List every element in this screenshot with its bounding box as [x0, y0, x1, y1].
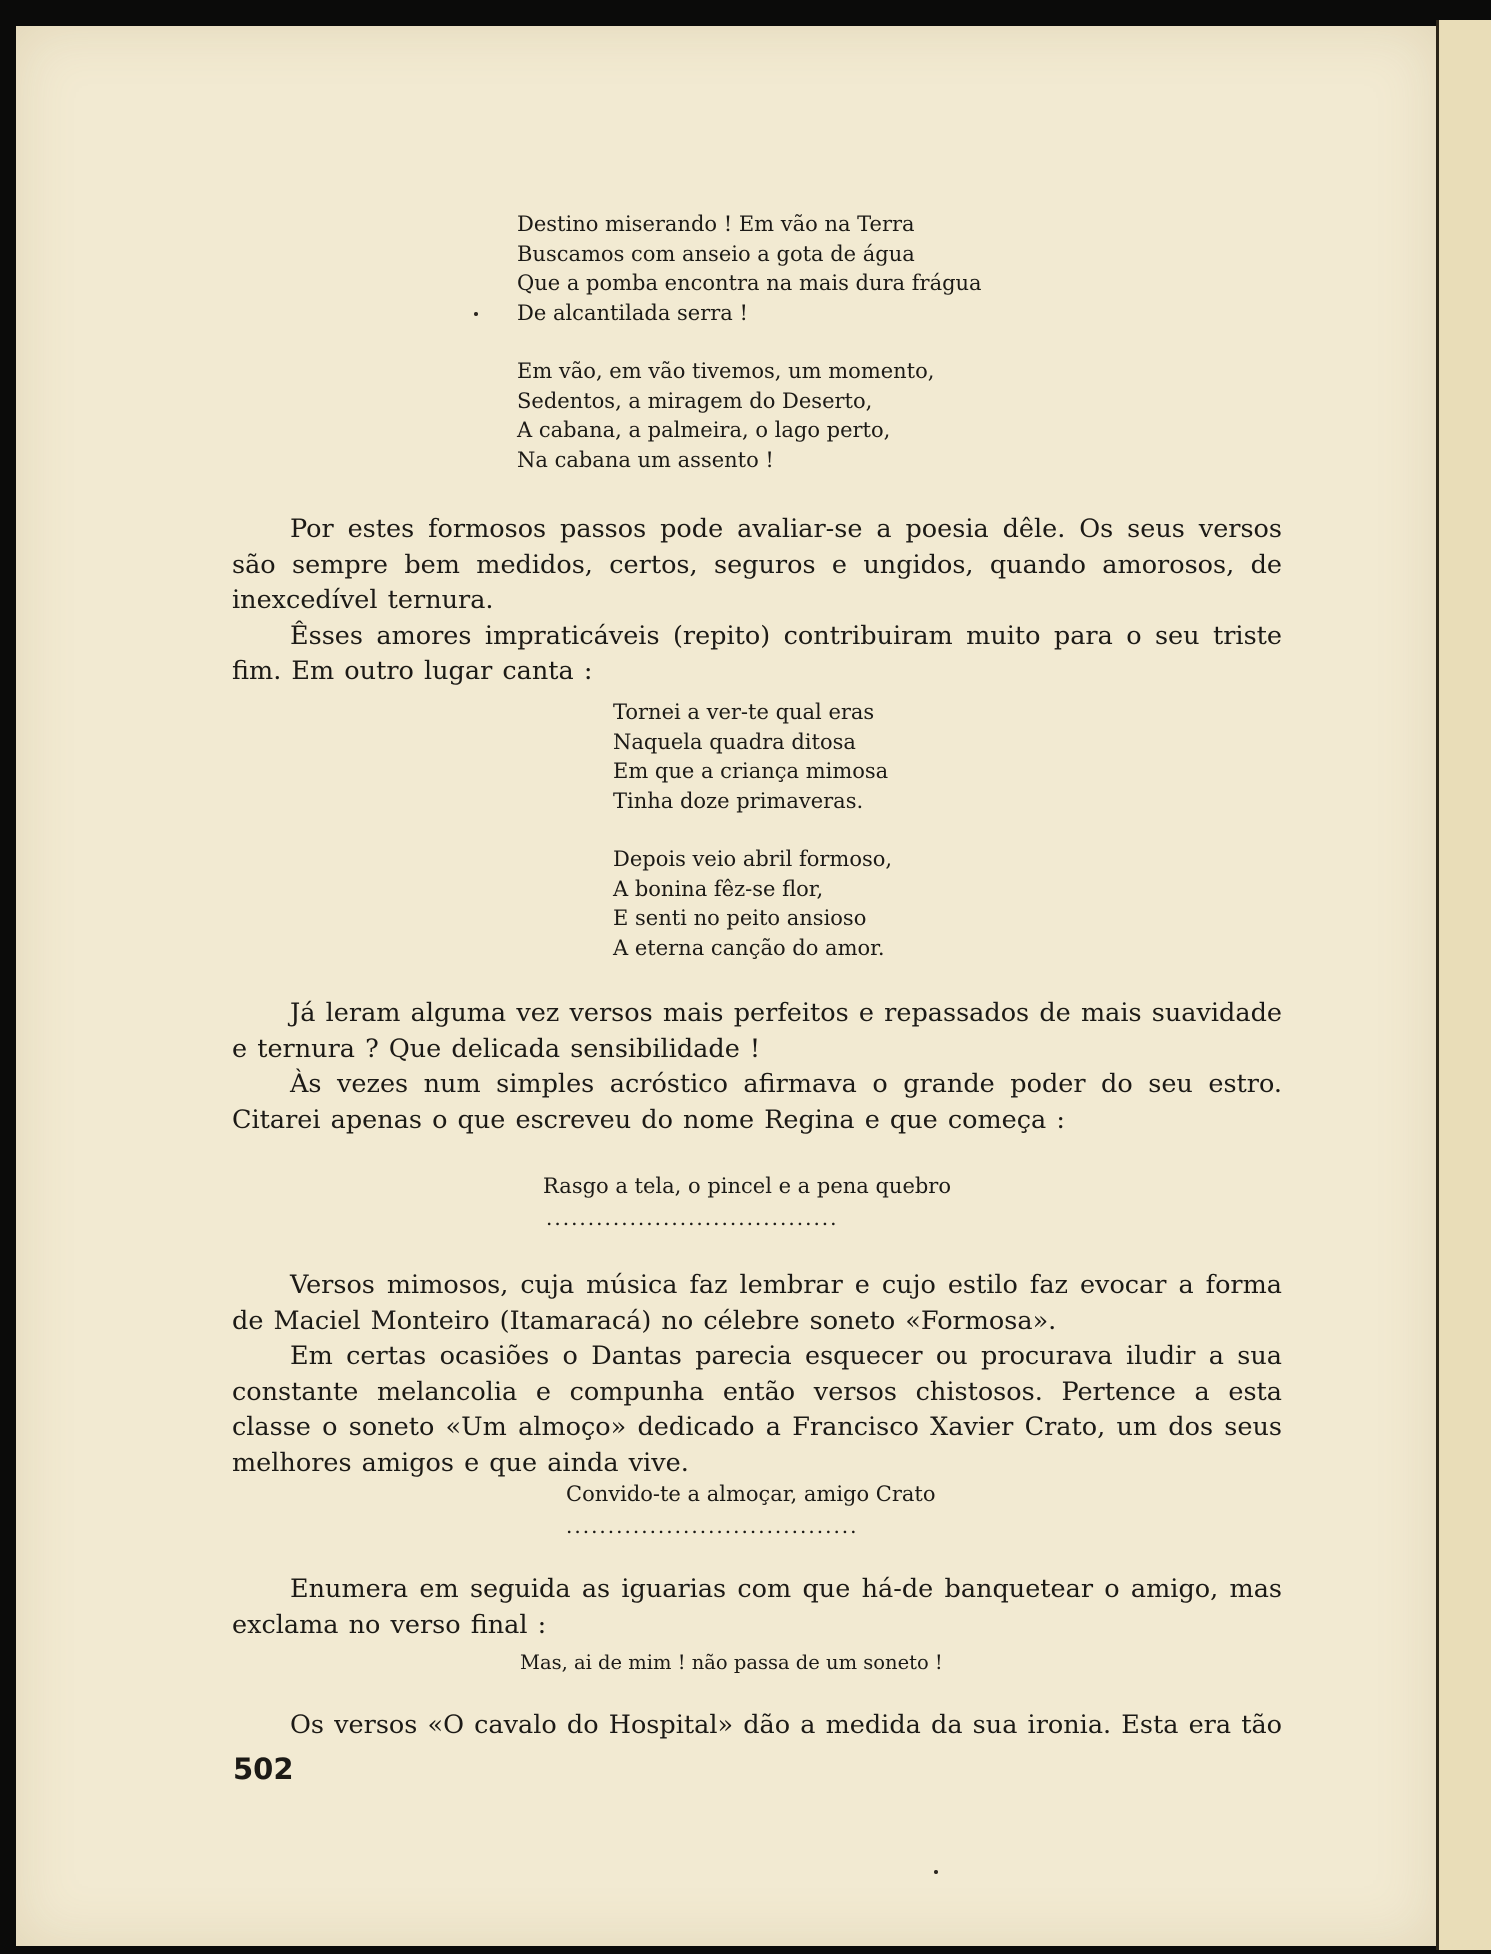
paragraph: Versos mimosos, cuja música faz lembrar e cujo estilo faz evocar a forma de Maciel Monteiro (Itamaracá) no célebre soneto «Formosa». [232, 1270, 1282, 1336]
prose-block-4 [232, 1572, 1282, 1643]
verse-line: A eterna canção do amor. [613, 935, 885, 960]
verse-line: E senti no peito ansioso [613, 906, 867, 930]
print-speck [474, 312, 478, 316]
page-number: 502 [233, 1752, 294, 1786]
verse-line: Tinha doze primaveras. [613, 788, 864, 813]
ellipsis-line: ................................... [566, 1514, 859, 1538]
paragraph: Enumera em seguida as iguarias com que há-de banquetear o amigo, mas exclama no verso final : [232, 1574, 1282, 1640]
prose-block-3 [232, 1268, 1282, 1481]
verse-line: Destino miserando ! Em vão na Terra [517, 212, 915, 236]
ellipsis-line: ................................... [546, 1206, 839, 1230]
paragraph: Em certas ocasiões o Dantas parecia esquecer ou procurava iludir a sua constante melancolia e compunha então versos chistosos. Pertence a esta classe o soneto «Um almoço» dedicado a Francisco Xavier Crato, um dos seus melhores amigos e que ainda vive. [232, 1341, 1282, 1478]
verse-line: A bonina fêz-se flor, [613, 876, 824, 901]
acrostic-quote: Rasgo a tela, o pincel e a pena quebro [543, 1174, 951, 1198]
paragraph: Êsses amores impraticáveis (repito) contribuiram muito para o seu triste fim. Em outro lugar canta : [232, 620, 1282, 686]
paragraph: Já leram alguma vez versos mais perfeitos e repassados de mais suavidade e ternura ? Que delicada sensibilidade ! [232, 998, 1282, 1064]
verse-line: A cabana, a palmeira, o lago perto, [517, 418, 891, 442]
final-verse-quote: Mas, ai de mim ! não passa de um soneto ! [520, 1651, 943, 1674]
verse-line: Em vão, em vão tivemos, um momento, [517, 359, 935, 383]
verse-line: De alcantilada serra ! [517, 300, 748, 325]
verse-line: Em que a criança mimosa [613, 759, 889, 783]
adjacent-page-edge [1436, 20, 1491, 1950]
verse-line: Depois veio abril formoso, [613, 847, 893, 871]
verse-line: Que a pomba encontra na mais dura frágua [517, 271, 982, 295]
stanza-gap [613, 816, 892, 845]
poem-2 [613, 698, 892, 963]
paragraph: Por estes formosos passos pode avaliar-se a poesia dêle. Os seus versos são sempre bem medidos, certos, seguros e ungidos, quando amorosos, de inexcedível ternura. [232, 514, 1282, 615]
prose-block-5 [232, 1708, 1282, 1744]
stanza-gap [517, 328, 982, 357]
verse-line: Naquela quadra ditosa [613, 729, 856, 754]
sonnet-quote: Convido-te a almoçar, amigo Crato [566, 1482, 936, 1506]
verse-line: Buscamos com anseio a gota de água [517, 241, 915, 266]
prose-block-1 [232, 512, 1282, 690]
print-speck [934, 1870, 938, 1874]
verse-line: Sedentos, a miragem do Deserto, [517, 388, 873, 413]
paragraph: Os versos «O cavalo do Hospital» dão a medida da sua ironia. Esta era tão [290, 1710, 1282, 1740]
poem-1 [517, 210, 982, 475]
verse-line: Tornei a ver-te qual eras [613, 700, 875, 724]
prose-block-2 [232, 996, 1282, 1138]
paragraph: Às vezes num simples acróstico afirmava o grande poder do seu estro. Citarei apenas o que escreveu do nome Regina e que começa : [232, 1069, 1282, 1135]
verse-line: Na cabana um assento ! [517, 447, 774, 472]
